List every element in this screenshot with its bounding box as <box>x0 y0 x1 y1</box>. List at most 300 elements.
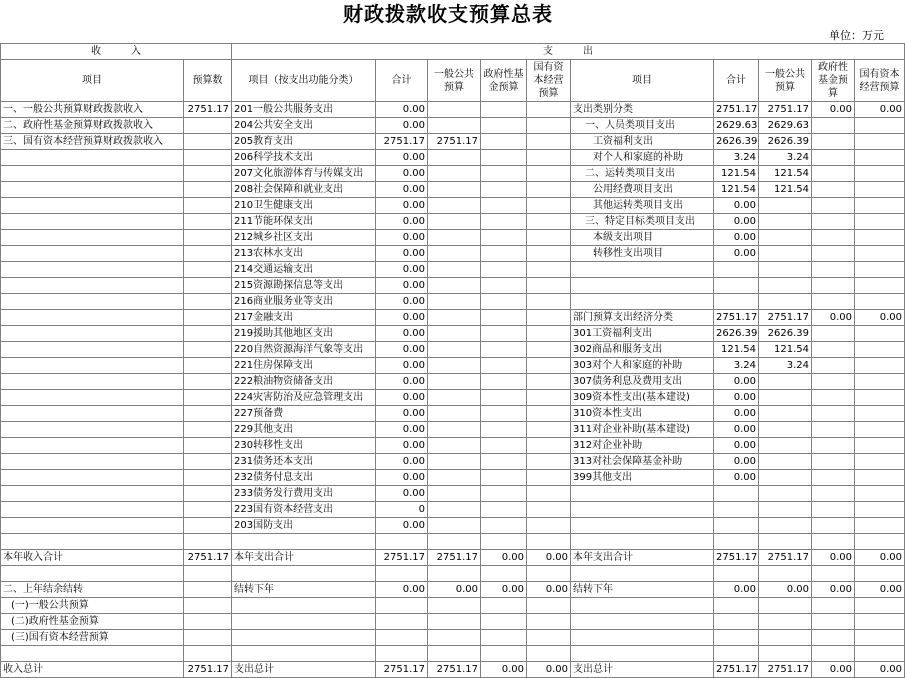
cell-ft: 0.00 <box>376 118 428 134</box>
cell-eg: 121.54 <box>759 182 812 198</box>
cell-fg <box>428 294 481 310</box>
cell-ef <box>812 438 855 454</box>
cell-fs <box>527 566 571 582</box>
cell-incv <box>184 582 232 598</box>
cell-eco <box>571 566 714 582</box>
cell-eg <box>759 630 812 646</box>
cell-ft: 0.00 <box>376 294 428 310</box>
cell-incv <box>184 294 232 310</box>
cell-fg <box>428 214 481 230</box>
cell-es: 0.00 <box>855 582 905 598</box>
cell-es <box>855 118 905 134</box>
cell-ff <box>481 630 527 646</box>
cell-eco: 三、特定目标类项目支出 <box>571 214 714 230</box>
cell-ef: 0.00 <box>812 662 855 678</box>
table-row <box>1 502 905 518</box>
cell-fg <box>428 150 481 166</box>
cell-func: 227预备费 <box>232 406 376 422</box>
cell-ft: 0.00 <box>376 438 428 454</box>
cell-func <box>232 630 376 646</box>
cell-eg <box>759 646 812 662</box>
cell-inc <box>1 390 184 406</box>
table-row <box>1 390 905 406</box>
cell-incv <box>184 406 232 422</box>
cell-fs <box>527 630 571 646</box>
header-row-1 <box>1 44 905 60</box>
cell-fs <box>527 294 571 310</box>
cell-eg: 2751.17 <box>759 102 812 118</box>
cell-eco: 其他运转类项目支出 <box>571 198 714 214</box>
cell-ef <box>812 262 855 278</box>
cell-inc <box>1 438 184 454</box>
cell-ft: 0.00 <box>376 518 428 534</box>
cell-ef <box>812 454 855 470</box>
cell-fg: 2751.17 <box>428 134 481 150</box>
cell-et: 0.00 <box>714 470 759 486</box>
cell-incv: 2751.17 <box>184 102 232 118</box>
cell-ef <box>812 598 855 614</box>
cell-eco: 307债务利息及费用支出 <box>571 374 714 390</box>
col-func-govfund: 政府性基金预算 <box>481 60 527 102</box>
cell-fg <box>428 118 481 134</box>
cell-et: 0.00 <box>714 582 759 598</box>
table-row <box>1 182 905 198</box>
cell-ef: 0.00 <box>812 582 855 598</box>
cell-eg <box>759 566 812 582</box>
cell-et <box>714 278 759 294</box>
cell-fs <box>527 598 571 614</box>
cell-eg <box>759 246 812 262</box>
cell-inc <box>1 262 184 278</box>
cell-ft <box>376 598 428 614</box>
cell-eco: 313对社会保障基金补助 <box>571 454 714 470</box>
cell-ff <box>481 262 527 278</box>
cell-ft: 2751.17 <box>376 662 428 678</box>
cell-et <box>714 486 759 502</box>
col-eco-total: 合计 <box>714 60 759 102</box>
cell-incv: 2751.17 <box>184 662 232 678</box>
cell-ff: 0.00 <box>481 662 527 678</box>
cell-fg: 2751.17 <box>428 550 481 566</box>
cell-ef <box>812 470 855 486</box>
cell-es <box>855 502 905 518</box>
cell-eco: 本年支出合计 <box>571 550 714 566</box>
cell-ff <box>481 518 527 534</box>
cell-incv <box>184 246 232 262</box>
cell-fg <box>428 246 481 262</box>
cell-eg <box>759 438 812 454</box>
cell-ff <box>481 278 527 294</box>
cell-inc: 本年收入合计 <box>1 550 184 566</box>
cell-fs <box>527 646 571 662</box>
cell-fg <box>428 262 481 278</box>
cell-fg <box>428 438 481 454</box>
cell-ef <box>812 230 855 246</box>
cell-incv <box>184 518 232 534</box>
cell-eg: 3.24 <box>759 358 812 374</box>
cell-ff <box>481 326 527 342</box>
cell-fg <box>428 198 481 214</box>
cell-et: 3.24 <box>714 150 759 166</box>
cell-eco: 311对企业补助(基本建设) <box>571 422 714 438</box>
cell-es <box>855 182 905 198</box>
cell-incv <box>184 454 232 470</box>
cell-inc <box>1 518 184 534</box>
cell-fs <box>527 534 571 550</box>
cell-fg <box>428 406 481 422</box>
blank-row <box>1 534 905 550</box>
cell-incv <box>184 598 232 614</box>
cell-fs <box>527 502 571 518</box>
cell-fg <box>428 374 481 390</box>
cell-es <box>855 598 905 614</box>
cell-incv <box>184 390 232 406</box>
col-func-item: 项目（按支出功能分类） <box>232 60 376 102</box>
cell-func: 支出总计 <box>232 662 376 678</box>
cell-eco <box>571 630 714 646</box>
cell-eco <box>571 262 714 278</box>
cell-es <box>855 246 905 262</box>
cell-eco: 部门预算支出经济分类 <box>571 310 714 326</box>
cell-func: 211节能环保支出 <box>232 214 376 230</box>
cell-eg <box>759 598 812 614</box>
cell-et: 121.54 <box>714 166 759 182</box>
cell-ef <box>812 390 855 406</box>
cell-eg <box>759 422 812 438</box>
cell-eco: 支出类别分类 <box>571 102 714 118</box>
table-row <box>1 102 905 118</box>
cell-func: 205教育支出 <box>232 134 376 150</box>
cell-ff <box>481 342 527 358</box>
cell-es <box>855 198 905 214</box>
cell-ff <box>481 406 527 422</box>
cell-ff <box>481 534 527 550</box>
cell-fs <box>527 326 571 342</box>
cell-fs <box>527 262 571 278</box>
cell-et <box>714 502 759 518</box>
col-func-total: 合计 <box>376 60 428 102</box>
cell-inc <box>1 454 184 470</box>
cell-es <box>855 150 905 166</box>
cell-eco: 301工资福利支出 <box>571 326 714 342</box>
cell-eco: 对个人和家庭的补助 <box>571 150 714 166</box>
cell-ff <box>481 422 527 438</box>
cell-eg <box>759 294 812 310</box>
unit-label: 单位：万元 <box>829 29 884 42</box>
cell-eg <box>759 262 812 278</box>
cell-es <box>855 278 905 294</box>
cell-ef <box>812 358 855 374</box>
cell-ft: 0.00 <box>376 102 428 118</box>
cell-ef: 0.00 <box>812 102 855 118</box>
cell-fs <box>527 454 571 470</box>
table-row <box>1 358 905 374</box>
cell-func: 208社会保障和就业支出 <box>232 182 376 198</box>
cell-ft: 0.00 <box>376 150 428 166</box>
carry-sub-row <box>1 598 905 614</box>
cell-es: 0.00 <box>855 550 905 566</box>
cell-func <box>232 614 376 630</box>
table-row <box>1 326 905 342</box>
cell-inc: 三、国有资本经营预算财政拨款收入 <box>1 134 184 150</box>
cell-es <box>855 230 905 246</box>
cell-fg <box>428 566 481 582</box>
cell-func: 本年支出合计 <box>232 550 376 566</box>
cell-func: 213农林水支出 <box>232 246 376 262</box>
cell-et: 2751.17 <box>714 310 759 326</box>
cell-ef <box>812 246 855 262</box>
cell-ft: 0.00 <box>376 182 428 198</box>
cell-eg <box>759 470 812 486</box>
cell-fg <box>428 102 481 118</box>
carry-row <box>1 582 905 598</box>
cell-ff <box>481 470 527 486</box>
cell-eg <box>759 486 812 502</box>
cell-ft <box>376 534 428 550</box>
cell-eco: 支出总计 <box>571 662 714 678</box>
cell-inc <box>1 646 184 662</box>
cell-func: 229其他支出 <box>232 422 376 438</box>
table-row <box>1 438 905 454</box>
cell-eg: 3.24 <box>759 150 812 166</box>
cell-func: 224灾害防治及应急管理支出 <box>232 390 376 406</box>
cell-fs <box>527 374 571 390</box>
cell-func: 201一般公共服务支出 <box>232 102 376 118</box>
cell-et: 2626.39 <box>714 326 759 342</box>
cell-ff: 0.00 <box>481 582 527 598</box>
cell-ft: 0.00 <box>376 582 428 598</box>
cell-incv <box>184 230 232 246</box>
cell-et: 3.24 <box>714 358 759 374</box>
cell-eco <box>571 502 714 518</box>
cell-eg <box>759 406 812 422</box>
cell-ef <box>812 406 855 422</box>
cell-fs: 0.00 <box>527 582 571 598</box>
cell-fg <box>428 534 481 550</box>
cell-eg: 2751.17 <box>759 310 812 326</box>
cell-incv <box>184 486 232 502</box>
cell-es <box>855 166 905 182</box>
cell-ft: 0.00 <box>376 166 428 182</box>
cell-ef <box>812 118 855 134</box>
cell-inc <box>1 150 184 166</box>
cell-func: 231债务还本支出 <box>232 454 376 470</box>
cell-es <box>855 454 905 470</box>
cell-inc <box>1 294 184 310</box>
cell-fg <box>428 326 481 342</box>
cell-fg <box>428 646 481 662</box>
cell-es <box>855 438 905 454</box>
cell-eg <box>759 214 812 230</box>
cell-ft <box>376 646 428 662</box>
cell-inc: (一)一般公共预算 <box>1 598 184 614</box>
cell-et: 0.00 <box>714 198 759 214</box>
cell-fg <box>428 390 481 406</box>
cell-incv <box>184 166 232 182</box>
page-title: 财政拨款收支预算总表 <box>343 2 553 26</box>
col-eco-statecap: 国有资本经营预算 <box>855 60 905 102</box>
cell-ef <box>812 278 855 294</box>
cell-incv: 2751.17 <box>184 550 232 566</box>
cell-fg: 0.00 <box>428 582 481 598</box>
cell-func: 222粮油物资储备支出 <box>232 374 376 390</box>
cell-ff <box>481 214 527 230</box>
cell-es <box>855 406 905 422</box>
cell-incv <box>184 422 232 438</box>
cell-fg <box>428 614 481 630</box>
cell-inc <box>1 230 184 246</box>
cell-et <box>714 566 759 582</box>
cell-ff <box>481 166 527 182</box>
cell-inc <box>1 502 184 518</box>
cell-func: 215资源勘探信息等支出 <box>232 278 376 294</box>
cell-et: 0.00 <box>714 422 759 438</box>
cell-func <box>232 598 376 614</box>
cell-eco: 工资福利支出 <box>571 134 714 150</box>
cell-ft: 0.00 <box>376 310 428 326</box>
cell-et <box>714 518 759 534</box>
cell-inc <box>1 534 184 550</box>
table-row <box>1 294 905 310</box>
table-row <box>1 134 905 150</box>
table-row <box>1 166 905 182</box>
table-row <box>1 214 905 230</box>
cell-inc <box>1 422 184 438</box>
cell-fs <box>527 198 571 214</box>
cell-fg <box>428 358 481 374</box>
cell-incv <box>184 374 232 390</box>
cell-es <box>855 358 905 374</box>
cell-incv <box>184 630 232 646</box>
cell-ef <box>812 326 855 342</box>
cell-incv <box>184 534 232 550</box>
cell-ef <box>812 150 855 166</box>
cell-incv <box>184 182 232 198</box>
cell-ef <box>812 630 855 646</box>
cell-inc <box>1 470 184 486</box>
cell-es <box>855 534 905 550</box>
expense-header: 支 出 <box>232 44 905 60</box>
cell-incv <box>184 358 232 374</box>
cell-inc <box>1 214 184 230</box>
cell-et: 0.00 <box>714 374 759 390</box>
cell-fg <box>428 182 481 198</box>
cell-inc <box>1 486 184 502</box>
cell-ef: 0.00 <box>812 310 855 326</box>
cell-es <box>855 294 905 310</box>
cell-eco: 二、运转类项目支出 <box>571 166 714 182</box>
cell-inc: (二)政府性基金预算 <box>1 614 184 630</box>
cell-incv <box>184 150 232 166</box>
cell-ff <box>481 486 527 502</box>
table-row <box>1 342 905 358</box>
cell-eg <box>759 614 812 630</box>
cell-es <box>855 566 905 582</box>
cell-ef <box>812 294 855 310</box>
cell-et: 0.00 <box>714 230 759 246</box>
cell-eco: 302商品和服务支出 <box>571 342 714 358</box>
cell-eco: 一、人员类项目支出 <box>571 118 714 134</box>
cell-func: 210卫生健康支出 <box>232 198 376 214</box>
cell-incv <box>184 326 232 342</box>
cell-fs <box>527 438 571 454</box>
table-row <box>1 310 905 326</box>
cell-eco: 312对企业补助 <box>571 438 714 454</box>
cell-ff <box>481 566 527 582</box>
cell-ef <box>812 534 855 550</box>
table-row <box>1 518 905 534</box>
cell-inc <box>1 198 184 214</box>
cell-ff <box>481 118 527 134</box>
cell-eg: 121.54 <box>759 166 812 182</box>
cell-fs <box>527 486 571 502</box>
cell-fg <box>428 486 481 502</box>
cell-ff <box>481 646 527 662</box>
cell-eg <box>759 502 812 518</box>
cell-ff <box>481 390 527 406</box>
col-func-statecap: 国有资本经营预算 <box>527 60 571 102</box>
cell-fs <box>527 166 571 182</box>
cell-es <box>855 518 905 534</box>
cell-inc <box>1 182 184 198</box>
cell-eg: 0.00 <box>759 582 812 598</box>
col-func-general: 一般公共预算 <box>428 60 481 102</box>
cell-eg <box>759 230 812 246</box>
col-budget: 预算数 <box>184 60 232 102</box>
cell-ef <box>812 374 855 390</box>
cell-func <box>232 646 376 662</box>
cell-eg <box>759 198 812 214</box>
cell-inc <box>1 166 184 182</box>
carry-sub-row <box>1 630 905 646</box>
cell-es <box>855 214 905 230</box>
cell-incv <box>184 646 232 662</box>
cell-eco: 310资本性支出 <box>571 406 714 422</box>
cell-ef <box>812 342 855 358</box>
cell-ef: 0.00 <box>812 550 855 566</box>
cell-inc: 二、政府性基金预算财政拨款收入 <box>1 118 184 134</box>
cell-fs <box>527 182 571 198</box>
cell-ef <box>812 614 855 630</box>
cell-et <box>714 534 759 550</box>
cell-fg <box>428 310 481 326</box>
cell-es <box>855 630 905 646</box>
cell-func: 207文化旅游体育与传媒支出 <box>232 166 376 182</box>
header-row-2 <box>1 60 905 102</box>
cell-ft: 0.00 <box>376 262 428 278</box>
cell-et: 0.00 <box>714 454 759 470</box>
cell-eg <box>759 534 812 550</box>
cell-func: 204公共安全支出 <box>232 118 376 134</box>
cell-ff <box>481 374 527 390</box>
cell-fs <box>527 470 571 486</box>
cell-ft: 0.00 <box>376 342 428 358</box>
cell-ef <box>812 166 855 182</box>
cell-ft: 0.00 <box>376 230 428 246</box>
cell-fs <box>527 214 571 230</box>
cell-et: 0.00 <box>714 406 759 422</box>
blank-row <box>1 646 905 662</box>
cell-eco <box>571 486 714 502</box>
cell-eg: 2751.17 <box>759 662 812 678</box>
cell-fs <box>527 614 571 630</box>
cell-ft <box>376 630 428 646</box>
cell-inc <box>1 374 184 390</box>
cell-eg <box>759 278 812 294</box>
cell-eg: 2751.17 <box>759 550 812 566</box>
cell-ef <box>812 198 855 214</box>
cell-fg <box>428 342 481 358</box>
